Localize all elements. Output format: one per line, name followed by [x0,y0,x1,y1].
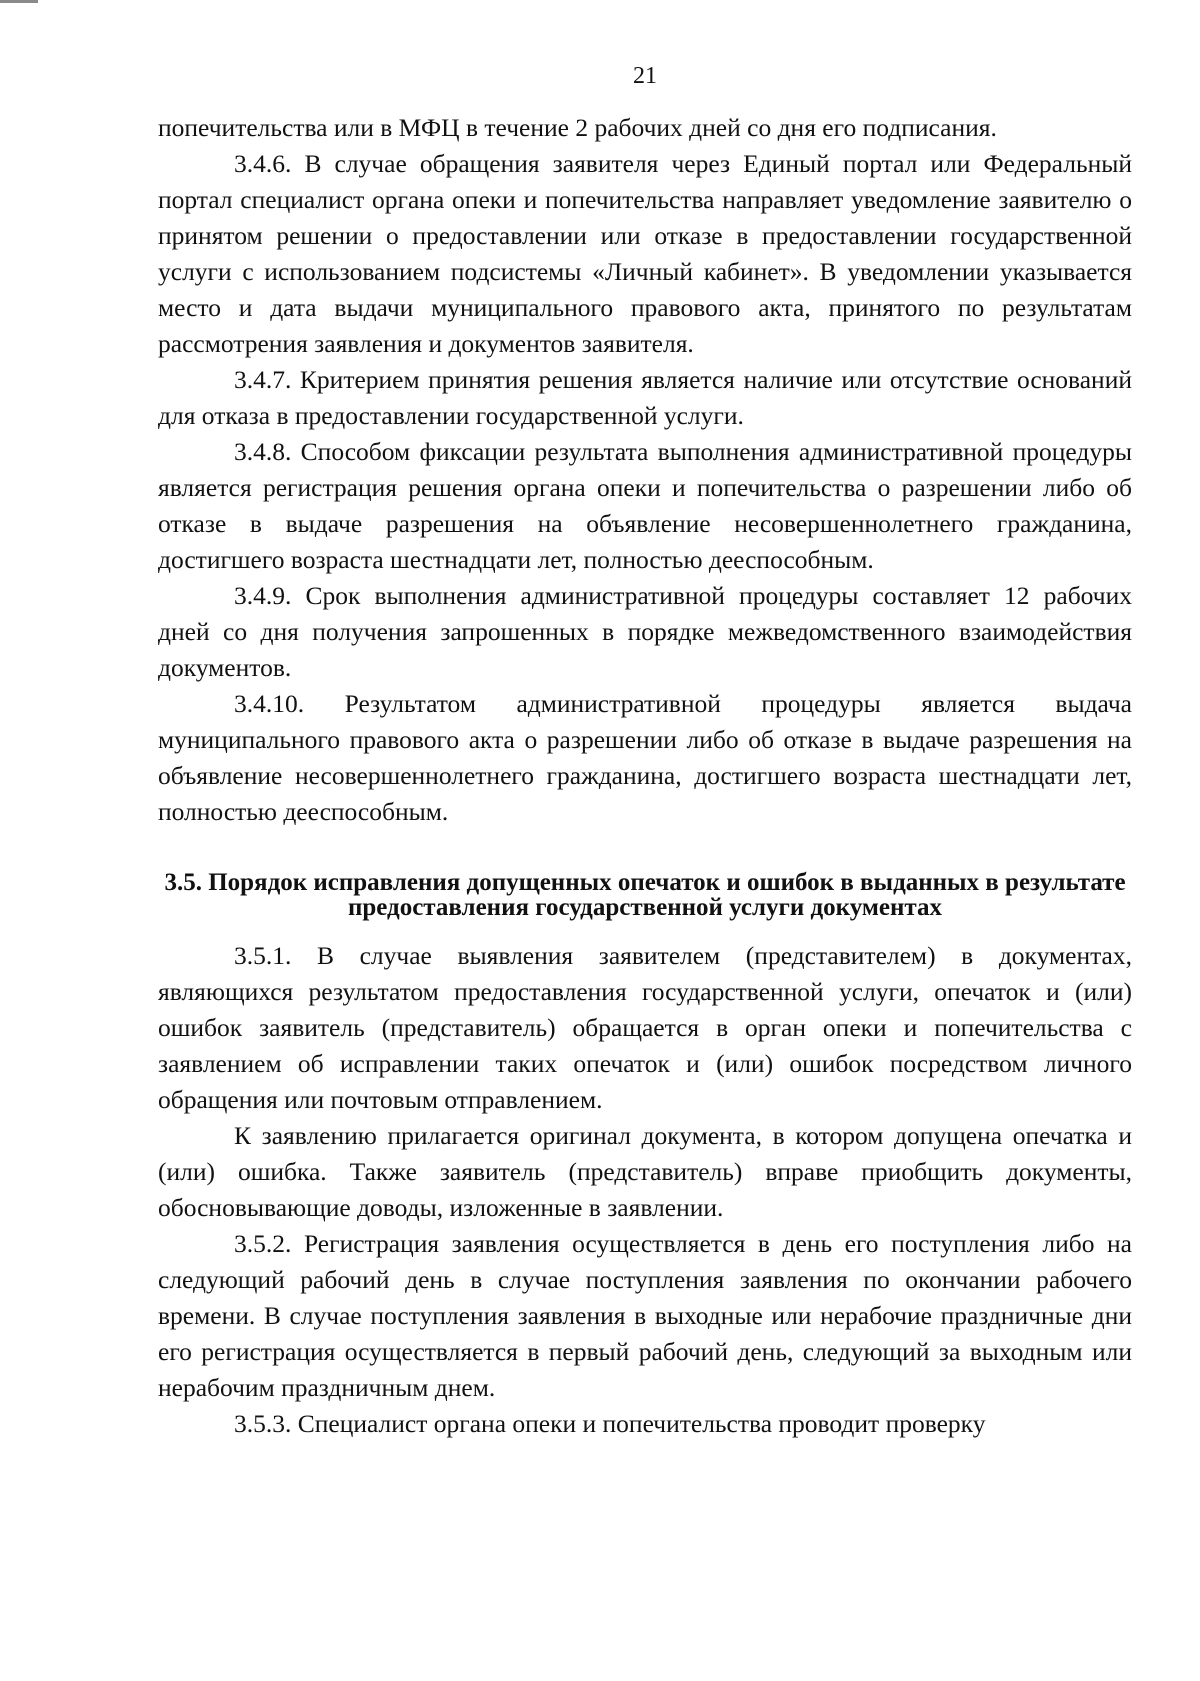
page-number: 21 [633,63,657,89]
section-heading-3-5: 3.5. Порядок исправления допущенных опечаток и ошибок в выданных в результате предоставления государственной услуги документах [164,869,1126,921]
document-page [158,62,1132,1442]
paragraph-3-4-7: 3.4.7. Критерием принятия решения является наличие или отсутствие оснований для отказа в предоставлении государственной услуги. [158,365,1132,430]
paragraph-3-5-1: 3.5.1. В случае выявления заявителем (представителем) в документах, являющихся результатом предоставления государственной услуги, опечаток и (или) ошибок заявитель (представитель) обращается в орган опеки и попечительства с заявлением об исправлении таких опечаток и (или) ошибок посредством личного обращения или почтовым отправлением. [158,941,1132,1114]
paragraph-3-4-6: 3.4.6. В случае обращения заявителя через Единый портал или Федеральный портал специалист органа опеки и попечительства направляет уведомление заявителю о принятом решении о предоставлении или отказе в предоставлении государственной услуги с использованием подсистемы «Личный кабинет». В уведомлении указывается место и дата выдачи муниципального правового акта, принятого по результатам рассмотрения заявления и документов заявителя. [158,149,1132,358]
paragraph-attachment: К заявлению прилагается оригинал документа, в котором допущена опечатка и (или) ошибка. Также заявитель (представитель) вправе приобщить документы, обосновывающие доводы, изложенные в заявлении. [158,1121,1132,1222]
paragraph-3-5-3: 3.5.3. Специалист органа опеки и попечительства проводит проверку [234,1409,986,1438]
scan-corner-mark [0,0,38,3]
paragraph-continuation: попечительства или в МФЦ в течение 2 рабочих дней со дня его подписания. [158,113,997,142]
paragraph-3-4-8: 3.4.8. Способом фиксации результата выполнения административной процедуры является регистрация решения органа опеки и попечительства о разрешении либо об отказе в выдаче разрешения на объявление несовершеннолетнего гражданина, достигшего возраста шестнадцати лет, полностью дееспособным. [158,437,1132,574]
paragraph-3-5-2: 3.5.2. Регистрация заявления осуществляется в день его поступления либо на следующий рабочий день в случае поступления заявления по окончании рабочего времени. В случае поступления заявления в выходные или нерабочие праздничные дни его регистрация осуществляется в первый рабочий день, следующий за выходным или нерабочим праздничным днем. [158,1229,1132,1402]
paragraph-3-4-9: 3.4.9. Срок выполнения административной процедуры составляет 12 рабочих дней со дня получения запрошенных в порядке межведомственного взаимодействия документов. [158,581,1132,682]
paragraph-3-4-10: 3.4.10. Результатом административной процедуры является выдача муниципального правового акта о разрешении либо об отказе в выдаче разрешения на объявление несовершеннолетнего гражданина, достигшего возраста шестнадцати лет, полностью дееспособным. [158,689,1132,826]
